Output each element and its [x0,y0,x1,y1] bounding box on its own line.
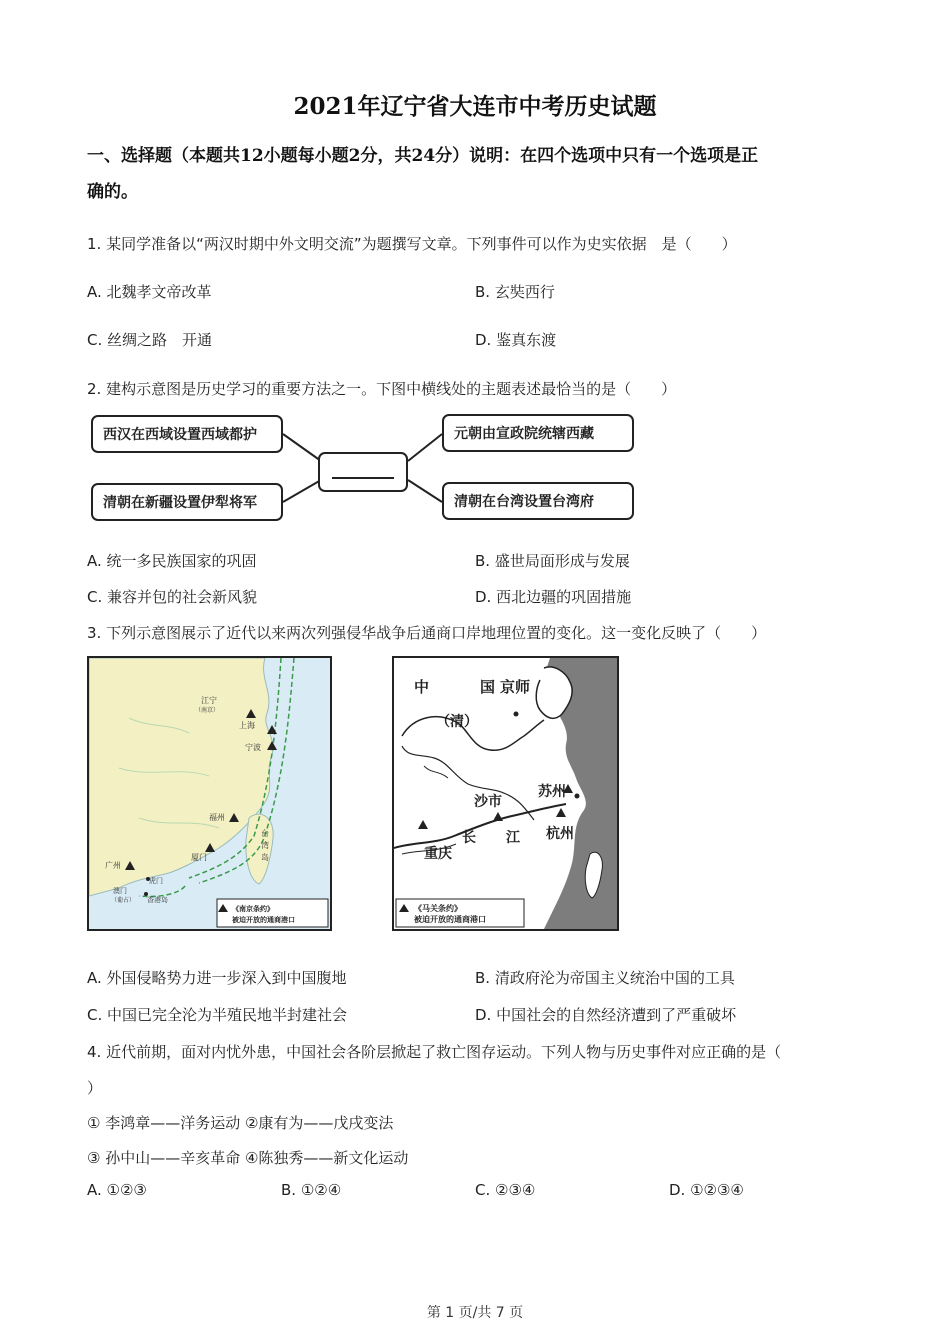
map-nanjing-treaty [87,656,332,931]
map2-label-zhong: 中 [414,678,430,696]
map1-label-aomen-sub: （葡占） [111,897,136,904]
map2-label-chongqing: 重庆 [424,846,452,862]
map2-label-guo: 国 [480,678,496,696]
map1-legend-title: 《南京条约》 [232,904,274,913]
q4-option-d[interactable]: D. ①②③④ [669,1181,744,1199]
map2-label-jiang: 江 [506,830,520,846]
map1-label-ningbo: 宁波 [245,743,261,752]
q3-option-b[interactable]: B. 清政府沦为帝国主义统治中国的工具 [475,969,735,987]
map2-label-shashi: 沙市 [474,794,502,810]
map2-label-qing: （清） [436,714,478,730]
map-maguan-svg [394,658,617,929]
map1-label-xianggang: 香港岛 [147,896,168,904]
map1-label-fuzhou: 福州 [209,813,225,822]
map2-label-jingshi: 京师 [500,678,531,696]
map2-label-chang: 长 [462,830,476,846]
question-4-items-line1: ① 李鸿章——洋务运动 ②康有为——戊戌变法 [87,1114,394,1132]
map1-legend-desc: 被迫开放的通商港口 [232,915,295,924]
q2-option-d[interactable]: D. 西北边疆的巩固措施 [475,588,632,606]
q2-option-b[interactable]: B. 盛世局面形成与发展 [475,552,630,570]
map1-label-taiwan-3: 岛 [261,853,269,862]
concept-diagram [88,410,638,526]
map1-label-humen: 虎门 [149,877,163,885]
section-heading-line2: 确的。 [87,182,138,202]
q1-option-b[interactable]: B. 玄奘西行 [475,283,555,301]
section-heading [87,138,867,210]
map1-label-shanghai: 上海 [239,721,255,730]
map-nanjing-svg [89,658,330,929]
blank-line [332,477,394,479]
diagram-center-blank-box[interactable] [318,452,408,492]
question-4-items-line2: ③ 孙中山——辛亥革命 ④陈独秀——新文化运动 [87,1149,409,1167]
q1-option-c[interactable]: C. 丝绸之路 开通 [87,331,213,349]
diagram-box-top-right: 元朝由宣政院统辖西藏 [442,414,634,452]
question-3-stem: 3. 下列示意图展示了近代以来两次列强侵华战争后通商口岸地理位置的变化。这一变化反映了（ ） [87,624,767,642]
map1-label-taiwan-1: 台 [261,829,269,838]
q1-option-a[interactable]: A. 北魏孝文帝改革 [87,283,212,301]
map2-label-suzhou: 苏州 [538,784,566,800]
q4-option-b[interactable]: B. ①②④ [281,1181,342,1199]
map1-label-jiangning: 江宁 [201,696,217,705]
diagram-box-bottom-left: 清朝在新疆设置伊犁将军 [91,483,283,521]
page-title: 2021年辽宁省大连市中考历史试题 [293,93,657,120]
q3-option-d[interactable]: D. 中国社会的自然经济遭到了严重破坏 [475,1006,737,1024]
q2-option-c[interactable]: C. 兼容并包的社会新风貌 [87,588,258,606]
map2-legend-desc: 被迫开放的通商港口 [414,914,486,924]
map2-legend-title: 《马关条约》 [414,903,462,913]
q4-option-c[interactable]: C. ②③④ [475,1181,536,1199]
map1-label-taiwan-2: 湾 [261,841,269,850]
map1-label-guangzhou: 广州 [105,861,121,870]
map-maguan-treaty [392,656,619,931]
diagram-box-top-left: 西汉在西域设置西域都护 [91,415,283,453]
q3-option-c[interactable]: C. 中国已完全沦为半殖民地半封建社会 [87,1006,348,1024]
q4-option-a[interactable]: A. ①②③ [87,1181,147,1199]
section-heading-line1: 一、选择题（本题共12小题每小题2分，共24分）说明：在四个选项中只有一个选项是正 [87,146,759,166]
diagram-box-bottom-right: 清朝在台湾设置台湾府 [442,482,634,520]
question-2-stem: 2. 建构示意图是历史学习的重要方法之一。下图中横线处的主题表述最恰当的是（ ） [87,380,677,398]
map1-label-aomen: 澳门 [113,887,127,895]
map1-label-xiamen: 厦门 [191,853,207,862]
page-footer: 第 1 页/共 7 页 [426,1305,524,1321]
map1-label-nanjing: （南京） [195,707,220,714]
map2-label-hangzhou: 杭州 [546,826,574,842]
question-1-stem: 1. 某同学准备以“两汉时期中外文明交流”为题撰写文章。下列事件可以作为史实依据 是（ ） [87,235,737,253]
q3-option-a[interactable]: A. 外国侵略势力进一步深入到中国腹地 [87,969,347,987]
q1-option-d[interactable]: D. 鉴真东渡 [475,331,557,349]
q2-option-a[interactable]: A. 统一多民族国家的巩固 [87,552,257,570]
question-4-stem-line2: ） [87,1079,103,1097]
question-4-stem-line1: 4. 近代前期，面对内忧外患，中国社会各阶层掀起了救亡图存运动。下列人物与历史事件对应正确的是（ [87,1043,782,1061]
